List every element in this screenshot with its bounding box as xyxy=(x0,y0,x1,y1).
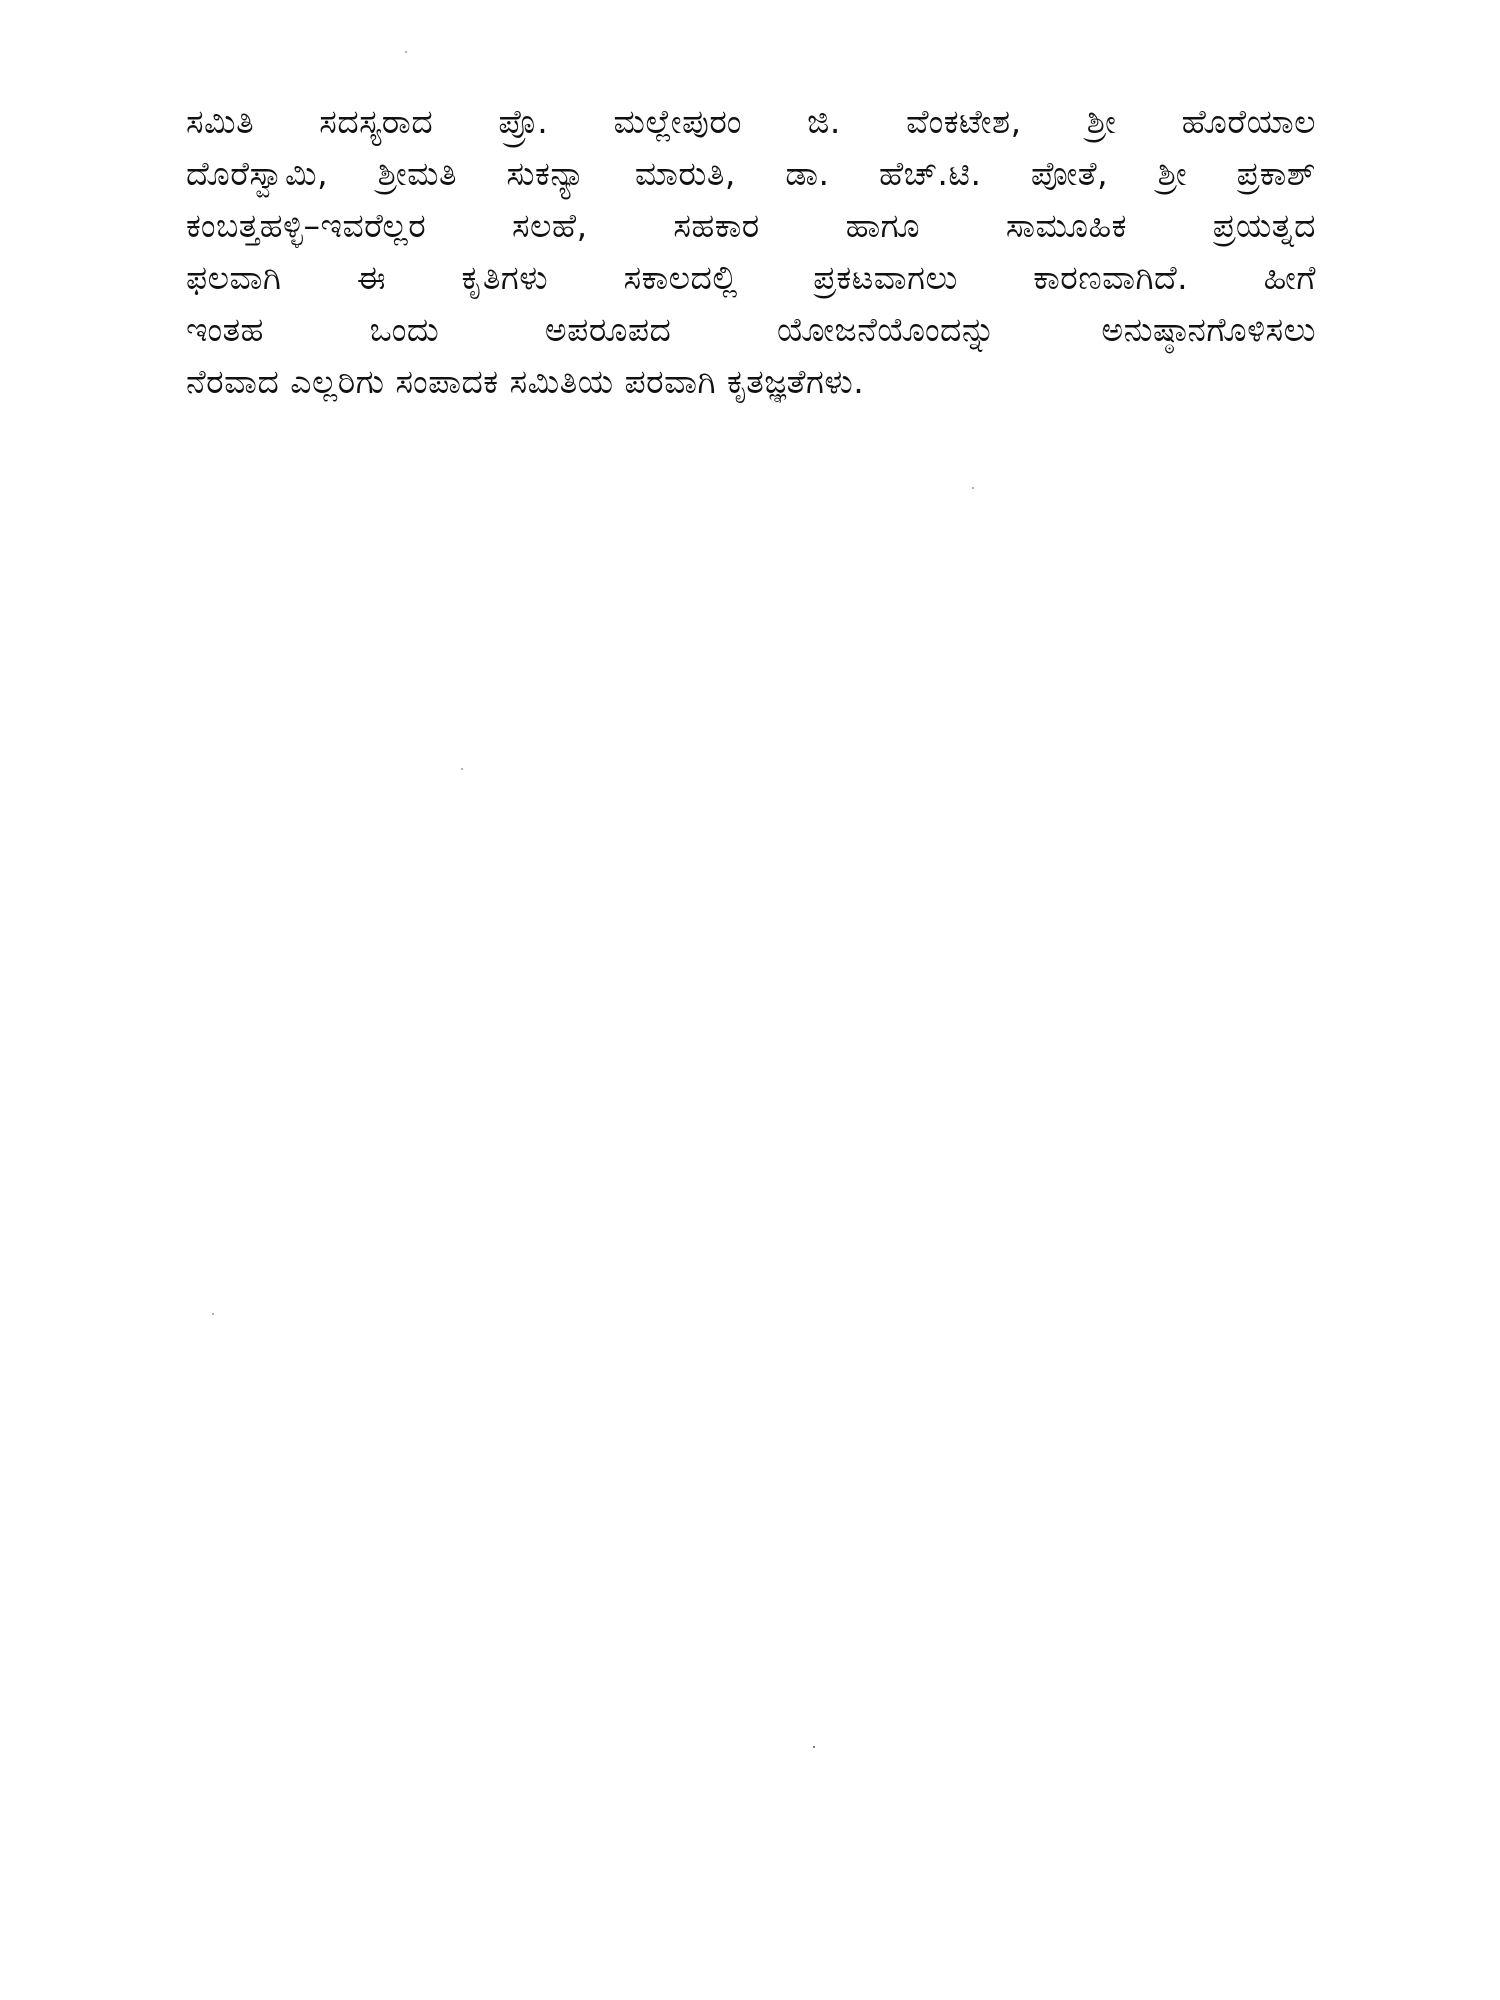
paragraph-line: ನೆರವಾದ ಎಲ್ಲರಿಗು ಸಂಪಾದಕ ಸಮಿತಿಯ ಪರವಾಗಿ ಕೃತಜ್ಞತೆಗಳು. xyxy=(186,362,865,401)
paragraph-line: ಇಂತಹ ಒಂದು ಅಪರೂಪದ ಯೋಜನೆಯೊಂದನ್ನು ಅನುಷ್ಠಾನಗೊಳಿಸಲು xyxy=(186,310,1316,349)
scan-speck xyxy=(461,768,463,770)
paragraph-line: ಕಂಬತ್ತಹಳ್ಳಿ–ಇವರೆಲ್ಲರ ಸಲಹೆ, ಸಹಕಾರ ಹಾಗೂ ಸಾಮೂಹಿಕ ಪ್ರಯತ್ನದ xyxy=(186,206,1316,245)
scan-speck xyxy=(405,51,407,53)
paragraph-line: ಸಮಿತಿ ಸದಸ್ಯರಾದ ಪ್ರೊ. ಮಲ್ಲೇಪುರಂ ಜಿ. ವೆಂಕಟೇಶ, ಶ್ರೀ ಹೊರೆಯಾಲ xyxy=(186,102,1316,141)
scan-speck xyxy=(972,487,974,489)
acknowledgement-paragraph xyxy=(186,96,1316,408)
paragraph-line: ದೊರೆಸ್ವಾಮಿ, ಶ್ರೀಮತಿ ಸುಕನ್ಯಾ ಮಾರುತಿ, ಡಾ. ಹೆಚ್.ಟಿ. ಪೋತೆ, ಶ್ರೀ ಪ್ರಕಾಶ್ xyxy=(186,154,1316,193)
paragraph-line: ಫಲವಾಗಿ ಈ ಕೃತಿಗಳು ಸಕಾಲದಲ್ಲಿ ಪ್ರಕಟವಾಗಲು ಕಾರಣವಾಗಿದೆ. ಹೀಗೆ xyxy=(186,258,1316,297)
scan-speck xyxy=(813,1746,815,1748)
scan-speck xyxy=(212,1313,214,1315)
